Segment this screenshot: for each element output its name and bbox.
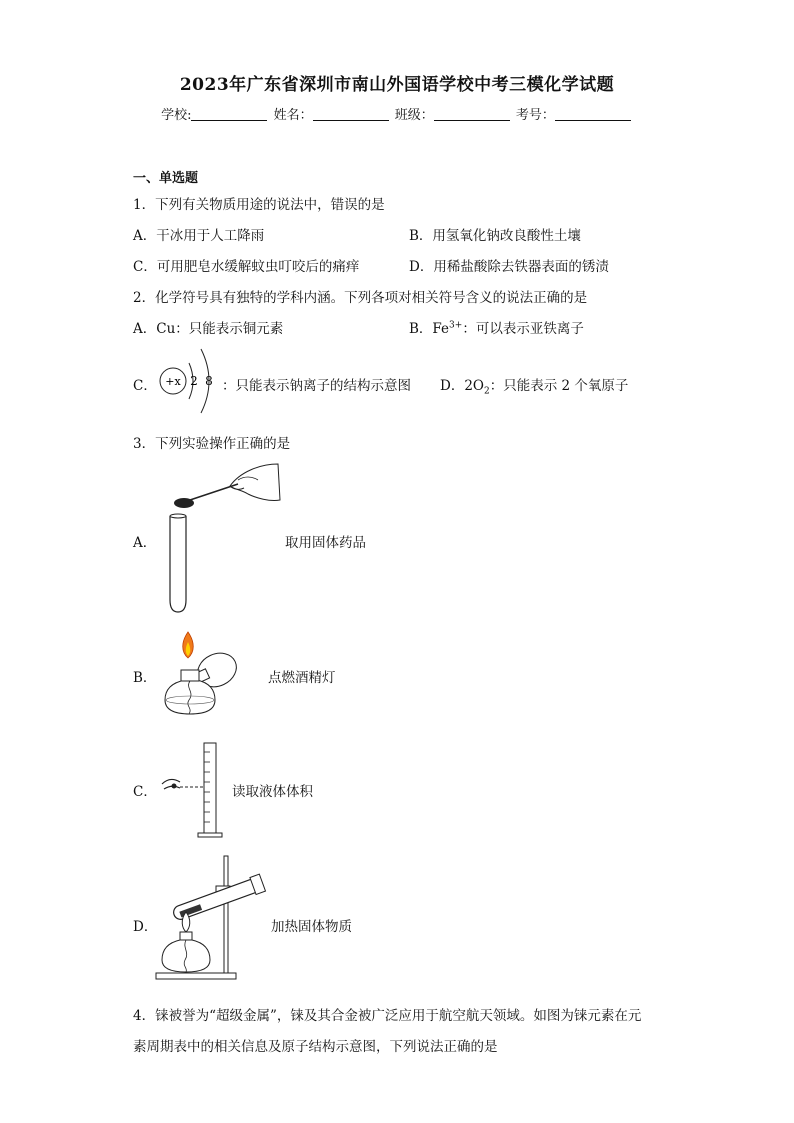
q3-option-b-caption[interactable]: 点燃酒精灯 xyxy=(268,670,336,686)
q1-stem: 1．下列有关物质用途的说法中，错误的是 xyxy=(133,197,385,213)
id-label: 考号： xyxy=(515,108,555,123)
q2-d-prefix: D．2O xyxy=(440,378,484,394)
q3-option-c-caption[interactable]: 读取液体体积 xyxy=(232,784,313,800)
q3-option-b-label[interactable]: B． xyxy=(133,670,157,686)
q2-b-prefix: B．Fe xyxy=(409,321,450,337)
school-blank[interactable] xyxy=(191,108,267,121)
page-title: 2023年广东省深圳市南山外国语学校中考三模化学试题 xyxy=(179,75,615,95)
q1-option-b[interactable]: B．用氢氧化钠改良酸性土壤 xyxy=(409,228,581,244)
image-take-solid-drug xyxy=(160,460,285,615)
name-label: 姓名： xyxy=(273,108,313,123)
test-tube-icon xyxy=(170,516,186,612)
id-blank[interactable] xyxy=(555,108,631,121)
q2-option-c-text[interactable]: ：只能表示钠离子的结构示意图 xyxy=(222,378,411,394)
q2-option-c-label[interactable]: C． xyxy=(133,378,157,394)
image-read-liquid-volume xyxy=(158,740,233,842)
shell-1-count: 2 xyxy=(190,374,198,388)
section-heading: 一、单选题 xyxy=(133,171,199,186)
graduated-cylinder-icon xyxy=(204,743,216,833)
q3-option-c-label[interactable]: C． xyxy=(133,784,157,800)
q1-option-d[interactable]: D．用稀盐酸除去铁器表面的锈渍 xyxy=(409,259,609,275)
q2-b-charge: 3+ xyxy=(449,320,463,331)
eye-icon xyxy=(162,779,180,784)
spoon-bowl-icon xyxy=(174,498,194,508)
q4-stem-line-1: 4．铼被誉为“超级金属”，铼及其合金被广泛应用于航空航天领域。如图为铼元素在元 xyxy=(133,1008,642,1024)
shell-2-count: 8 xyxy=(205,374,213,388)
q2-stem: 2．化学符号具有独特的学科内涵。下列各项对相关符号含义的说法正确的是 xyxy=(133,290,588,306)
q1-option-a[interactable]: A．干冰用于人工降雨 xyxy=(133,228,265,244)
q2-option-a[interactable]: A．Cu：只能表示铜元素 xyxy=(133,321,284,337)
name-blank[interactable] xyxy=(313,108,389,121)
q3-option-d-label[interactable]: D． xyxy=(133,919,158,935)
iron-stand-icon xyxy=(224,856,228,974)
image-light-alcohol-lamp xyxy=(155,630,250,720)
student-info-line xyxy=(0,104,794,123)
spoon-handle xyxy=(190,484,238,500)
q4-stem-line-2: 素周期表中的相关信息及原子结构示意图，下列说法正确的是 xyxy=(133,1039,498,1055)
q3-option-a-label[interactable]: A． xyxy=(133,535,157,551)
q1-option-c[interactable]: C．可用肥皂水缓解蚊虫叮咬后的痛痒 xyxy=(133,259,360,275)
q2-d-suffix: ：只能表示 2 个氧原子 xyxy=(489,378,629,394)
atom-structure-diagram xyxy=(155,345,225,417)
q2-option-b[interactable] xyxy=(409,317,584,337)
hand-icon xyxy=(230,464,280,501)
nucleus-charge: +x xyxy=(165,375,181,388)
q3-option-a-caption[interactable]: 取用固体药品 xyxy=(285,535,366,551)
alcohol-lamp-icon xyxy=(162,940,210,972)
q2-d-subscript: 2 xyxy=(483,386,490,397)
q3-stem: 3．下列实验操作正确的是 xyxy=(133,436,291,452)
q3-option-d-caption[interactable]: 加热固体物质 xyxy=(271,919,352,935)
class-blank[interactable] xyxy=(434,108,510,121)
school-label: 学校: xyxy=(161,108,192,123)
image-heat-solid xyxy=(152,852,267,982)
q2-option-d[interactable] xyxy=(440,374,628,397)
q2-b-suffix: ：可以表示亚铁离子 xyxy=(462,321,584,337)
class-label: 班级： xyxy=(394,108,434,123)
